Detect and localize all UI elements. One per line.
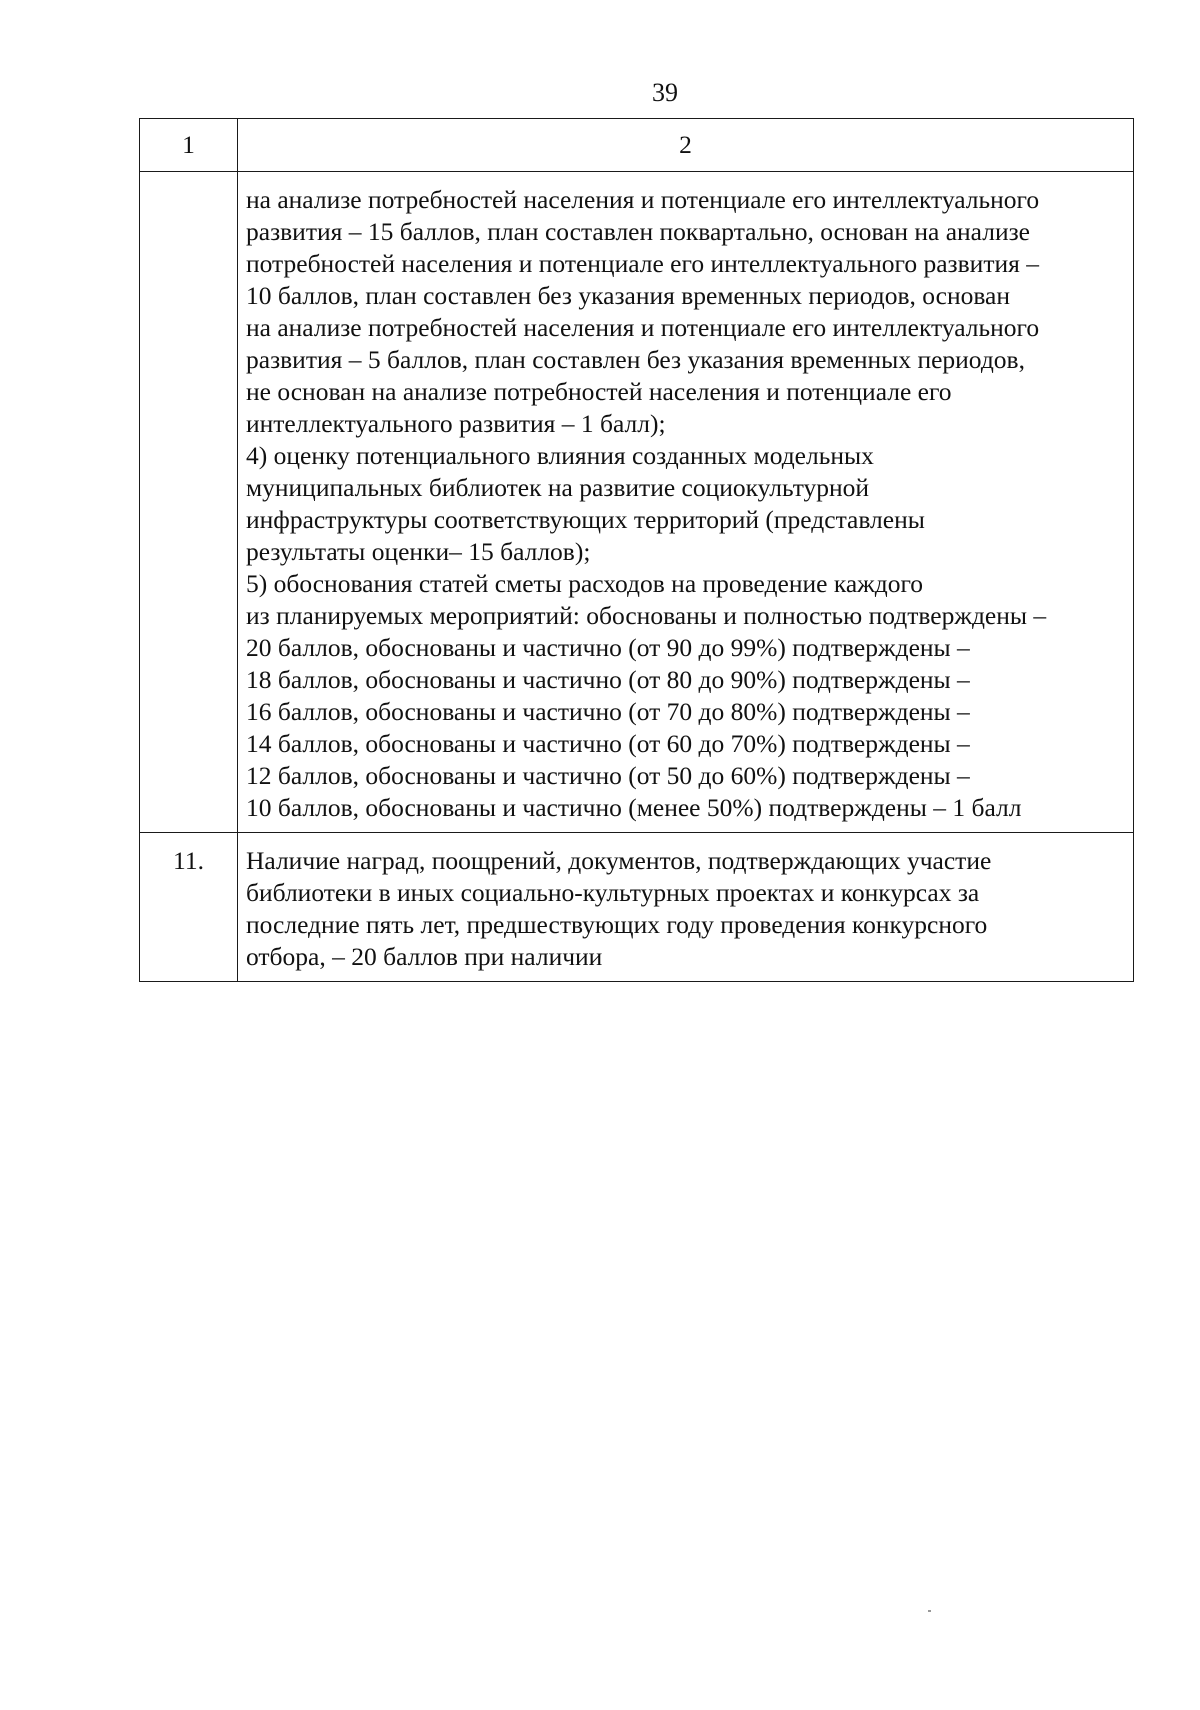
text-line: на анализе потребностей населения и потенциале его интеллектуального [246,313,1040,342]
continuation-row [140,172,1134,833]
text-line: последние пять лет, предшествующих году проведения конкурсного [246,910,988,939]
text-line: на анализе потребностей населения и потенциале его интеллектуального [246,185,1040,214]
continuation-row-number [140,172,238,833]
text-line: интеллектуального развития – 1 балл); [246,409,666,438]
header-column-1: 1 [140,119,238,172]
text-line: из планируемых мероприятий: обоснованы и полностью подтверждены – [246,601,1047,630]
scan-speck [928,1610,931,1612]
text-line: 5) обоснования статей сметы расходов на проведение каждого [246,569,924,598]
text-line: 4) оценку потенциального влияния созданных модельных [246,441,874,470]
criterion-number: 11. [140,833,238,982]
text-line: инфраструктуры соответствующих территорий (представлены [246,505,925,534]
text-line: 10 баллов, обоснованы и частично (менее 50%) подтверждены – 1 балл [246,793,1022,822]
text-line: развития – 5 баллов, план составлен без указания временных периодов, [246,345,1025,374]
text-line: развития – 15 баллов, план составлен поквартально, основан на анализе [246,217,1030,246]
text-line: 18 баллов, обоснованы и частично (от 80 до 90%) подтверждены – [246,665,970,694]
text-line: 20 баллов, обоснованы и частично (от 90 до 99%) подтверждены – [246,633,970,662]
continuation-row-text [238,172,1134,833]
text-line: Наличие наград, поощрений, документов, подтверждающих участие [246,846,992,875]
text-line: муниципальных библиотек на развитие социокультурной [246,473,870,502]
text-line: библиотеки в иных социально-культурных проектах и конкурсах за [246,878,980,907]
text-line: 16 баллов, обоснованы и частично (от 70 до 80%) подтверждены – [246,697,970,726]
criterion-row-11 [140,833,1134,982]
text-line: результаты оценки– 15 баллов); [246,537,591,566]
header-column-2: 2 [238,119,1134,172]
text-line: отбора, – 20 баллов при наличии [246,942,603,971]
table-header-row [140,119,1134,172]
text-line: не основан на анализе потребностей населения и потенциале его [246,377,952,406]
text-line: 10 баллов, план составлен без указания временных периодов, основан [246,281,1011,310]
text-line: 12 баллов, обоснованы и частично (от 50 до 60%) подтверждены – [246,761,970,790]
criterion-text [238,833,1134,982]
text-line: 14 баллов, обоснованы и частично (от 60 до 70%) подтверждены – [246,729,970,758]
text-line: потребностей населения и потенциале его интеллектуального развития – [246,249,1039,278]
criteria-table [139,118,1134,982]
page-number: 39 [652,78,678,107]
